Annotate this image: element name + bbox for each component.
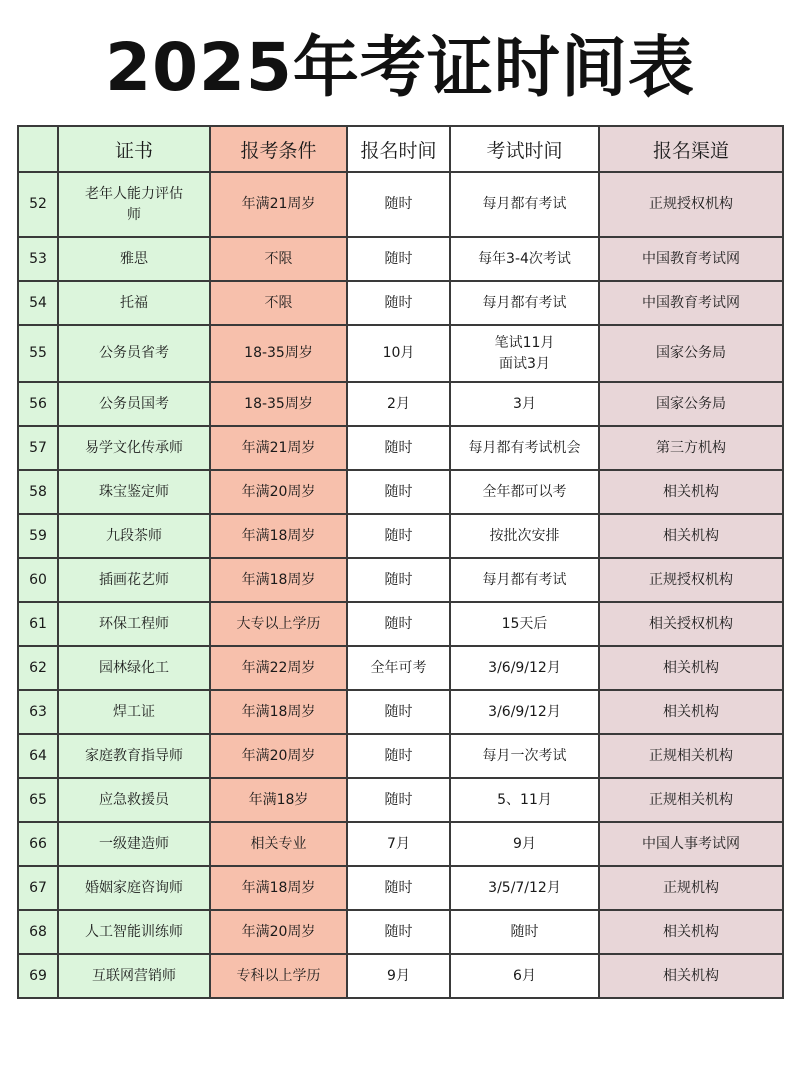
exam-time-cell-line: 每年3-4次考试: [478, 250, 571, 267]
channel-cell: 第三方机构: [599, 426, 783, 470]
register-time-cell: 随时: [347, 470, 450, 514]
row-number: 56: [18, 382, 58, 426]
page-title: 2025年考证时间表: [105, 29, 695, 106]
register-time-cell: 随时: [347, 514, 450, 558]
row-number: 61: [18, 602, 58, 646]
certificate-name-line: 一级建造师: [99, 835, 169, 852]
register-time-cell: 随时: [347, 778, 450, 822]
register-time-cell: 随时: [347, 734, 450, 778]
condition-cell: 大专以上学历: [210, 602, 347, 646]
exam-time-cell-line: 每月都有考试机会: [468, 439, 581, 456]
row-number: 65: [18, 778, 58, 822]
exam-time-cell-line: 笔试11月: [494, 334, 555, 351]
register-time-cell: 随时: [347, 237, 450, 281]
certificate-name-line: 家庭教育指导师: [85, 747, 183, 764]
certificate-name-line: 九段茶师: [106, 527, 162, 544]
certificate-name-line: 人工智能训练师: [85, 923, 183, 940]
table-row: [18, 646, 783, 690]
certificate-name: [58, 237, 210, 281]
certificate-name-line: 托福: [120, 294, 148, 311]
certificate-name: [58, 281, 210, 325]
table-row: [18, 822, 783, 866]
certificate-name: [58, 172, 210, 237]
exam-time-cell: [450, 514, 599, 558]
header-exam-time: 考试时间: [450, 126, 599, 172]
row-number: 54: [18, 281, 58, 325]
channel-cell: 正规机构: [599, 866, 783, 910]
table-row: [18, 778, 783, 822]
certificate-name: [58, 426, 210, 470]
certificate-name-line: 雅思: [120, 250, 148, 267]
exam-time-cell: [450, 325, 599, 382]
table-row: [18, 602, 783, 646]
condition-cell: 18-35周岁: [210, 325, 347, 382]
certificate-name-line: 师: [127, 206, 141, 223]
certificate-name: [58, 514, 210, 558]
exam-time-cell-line: 每月一次考试: [482, 747, 567, 764]
condition-cell: 年满18周岁: [210, 866, 347, 910]
row-number: 66: [18, 822, 58, 866]
table-row: [18, 172, 783, 237]
certificate-name: [58, 822, 210, 866]
condition-cell: 不限: [210, 237, 347, 281]
channel-cell: 正规相关机构: [599, 778, 783, 822]
channel-cell: 相关机构: [599, 514, 783, 558]
certificate-name: [58, 910, 210, 954]
certificate-name: [58, 734, 210, 778]
exam-time-cell-line: 按批次安排: [489, 527, 560, 544]
exam-time-cell-line: 9月: [513, 835, 536, 852]
header-channel: 报名渠道: [599, 126, 783, 172]
certificate-name: [58, 325, 210, 382]
exam-time-cell: [450, 558, 599, 602]
row-number: 64: [18, 734, 58, 778]
channel-cell: 相关机构: [599, 470, 783, 514]
exam-time-cell: [450, 602, 599, 646]
register-time-cell: 随时: [347, 910, 450, 954]
channel-cell: 国家公务局: [599, 325, 783, 382]
table-row: [18, 470, 783, 514]
channel-cell: 中国教育考试网: [599, 281, 783, 325]
channel-cell: 正规授权机构: [599, 558, 783, 602]
exam-time-cell: [450, 426, 599, 470]
table-row: [18, 325, 783, 382]
condition-cell: 年满20周岁: [210, 470, 347, 514]
exam-time-cell: [450, 281, 599, 325]
exam-time-cell: [450, 866, 599, 910]
condition-cell: 年满21周岁: [210, 426, 347, 470]
register-time-cell: 9月: [347, 954, 450, 998]
certificate-name: [58, 954, 210, 998]
channel-cell: 正规授权机构: [599, 172, 783, 237]
condition-cell: 不限: [210, 281, 347, 325]
certificate-name-line: 易学文化传承师: [85, 439, 183, 456]
certificate-name: [58, 558, 210, 602]
channel-cell: 相关机构: [599, 910, 783, 954]
condition-cell: 年满20周岁: [210, 734, 347, 778]
certificate-name: [58, 778, 210, 822]
certificate-name: [58, 382, 210, 426]
row-number: 55: [18, 325, 58, 382]
channel-cell: 相关机构: [599, 954, 783, 998]
exam-time-cell: [450, 690, 599, 734]
certificate-name: [58, 470, 210, 514]
certificate-name-line: 珠宝鉴定师: [99, 483, 169, 500]
condition-cell: 年满18岁: [210, 778, 347, 822]
table-row: [18, 954, 783, 998]
header-condition: 报考条件: [210, 126, 347, 172]
certificate-name-line: 互联网营销师: [92, 967, 176, 984]
exam-time-cell-line: 15天后: [501, 615, 548, 632]
exam-time-cell: [450, 237, 599, 281]
row-number: 69: [18, 954, 58, 998]
table-row: [18, 558, 783, 602]
exam-time-cell-line: 全年都可以考: [482, 483, 567, 500]
table-body: [18, 172, 783, 998]
row-number: 58: [18, 470, 58, 514]
condition-cell: 年满18周岁: [210, 690, 347, 734]
certificate-name-line: 环保工程师: [99, 615, 169, 632]
exam-time-cell-line: 每月都有考试: [482, 571, 567, 588]
row-number: 63: [18, 690, 58, 734]
certificate-name: [58, 690, 210, 734]
certificate-name-line: 婚姻家庭咨询师: [85, 879, 183, 896]
row-number: 60: [18, 558, 58, 602]
exam-time-cell: [450, 954, 599, 998]
table-row: [18, 866, 783, 910]
exam-time-cell: [450, 822, 599, 866]
register-time-cell: 全年可考: [347, 646, 450, 690]
row-number: 68: [18, 910, 58, 954]
register-time-cell: 随时: [347, 172, 450, 237]
condition-cell: 年满20周岁: [210, 910, 347, 954]
condition-cell: 相关专业: [210, 822, 347, 866]
condition-cell: 年满18周岁: [210, 514, 347, 558]
exam-time-cell: [450, 778, 599, 822]
certificate-name-line: 园林绿化工: [99, 659, 169, 676]
table-row: [18, 690, 783, 734]
register-time-cell: 随时: [347, 602, 450, 646]
channel-cell: 相关机构: [599, 690, 783, 734]
exam-time-cell: [450, 910, 599, 954]
channel-cell: 正规相关机构: [599, 734, 783, 778]
exam-time-cell-line: 3/6/9/12月: [488, 659, 561, 676]
certificate-name-line: 插画花艺师: [99, 571, 169, 588]
exam-time-cell-line: 面试3月: [499, 355, 550, 372]
exam-time-cell: [450, 470, 599, 514]
register-time-cell: 随时: [347, 281, 450, 325]
register-time-cell: 10月: [347, 325, 450, 382]
table-row: [18, 426, 783, 470]
channel-cell: 国家公务局: [599, 382, 783, 426]
exam-time-cell-line: 3/6/9/12月: [488, 703, 561, 720]
certificate-name: [58, 602, 210, 646]
row-number: 57: [18, 426, 58, 470]
table-row: [18, 910, 783, 954]
exam-time-cell-line: 3月: [513, 395, 536, 412]
exam-time-cell-line: 每月都有考试: [482, 294, 567, 311]
header-number: [18, 126, 58, 172]
exam-time-cell: [450, 172, 599, 237]
certificate-name-line: 公务员省考: [99, 345, 169, 361]
condition-cell: 年满18周岁: [210, 558, 347, 602]
row-number: 52: [18, 172, 58, 237]
exam-time-cell: [450, 646, 599, 690]
condition-cell: 专科以上学历: [210, 954, 347, 998]
certificate-table: [17, 125, 784, 999]
register-time-cell: 随时: [347, 426, 450, 470]
channel-cell: 中国人事考试网: [599, 822, 783, 866]
table-row: [18, 382, 783, 426]
certificate-name-line: 老年人能力评估: [85, 185, 183, 202]
table-header-row: [18, 126, 783, 172]
table-row: [18, 237, 783, 281]
exam-time-cell: [450, 382, 599, 426]
header-certificate: 证书: [58, 126, 210, 172]
register-time-cell: 7月: [347, 822, 450, 866]
exam-time-cell-line: 随时: [510, 923, 539, 940]
exam-time-cell-line: 3/5/7/12月: [488, 879, 561, 896]
certificate-name-line: 应急救援员: [99, 791, 169, 808]
register-time-cell: 随时: [347, 866, 450, 910]
condition-cell: 年满21周岁: [210, 172, 347, 237]
header-register-time: 报名时间: [347, 126, 450, 172]
row-number: 59: [18, 514, 58, 558]
row-number: 67: [18, 866, 58, 910]
row-number: 62: [18, 646, 58, 690]
channel-cell: 相关授权机构: [599, 602, 783, 646]
register-time-cell: 2月: [347, 382, 450, 426]
table-row: [18, 281, 783, 325]
exam-time-cell: [450, 734, 599, 778]
certificate-name-line: 公务员国考: [99, 395, 169, 412]
certificate-name: [58, 646, 210, 690]
register-time-cell: 随时: [347, 690, 450, 734]
exam-time-cell-line: 5、11月: [497, 791, 552, 808]
condition-cell: 年满22周岁: [210, 646, 347, 690]
channel-cell: 相关机构: [599, 646, 783, 690]
exam-time-cell-line: 每月都有考试: [482, 196, 567, 212]
table-row: [18, 734, 783, 778]
row-number: 53: [18, 237, 58, 281]
table-row: [18, 514, 783, 558]
certificate-name-line: 焊工证: [113, 703, 155, 720]
exam-time-cell-line: 6月: [513, 967, 536, 984]
condition-cell: 18-35周岁: [210, 382, 347, 426]
certificate-name: [58, 866, 210, 910]
channel-cell: 中国教育考试网: [599, 237, 783, 281]
register-time-cell: 随时: [347, 558, 450, 602]
